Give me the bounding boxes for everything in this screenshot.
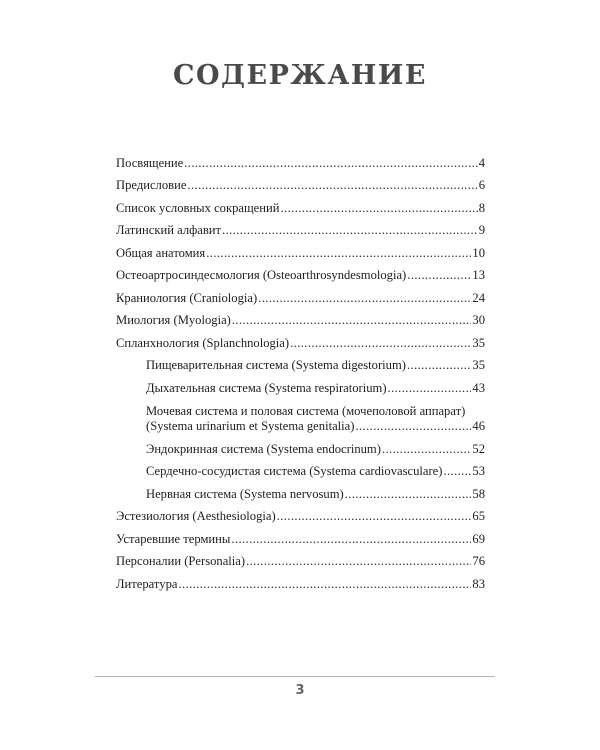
dot-leader [232, 313, 472, 328]
toc-entry-page: 43 [472, 381, 485, 395]
dot-leader [290, 336, 471, 351]
dot-leader [246, 554, 471, 569]
toc-entry-label: Сердечно-сосудистая система (Systema cardiovasculare) [146, 464, 443, 478]
toc-entry-latin-alphabet[interactable] [116, 223, 485, 238]
toc-entry-splanchnology[interactable] [116, 336, 485, 351]
dot-leader [281, 201, 478, 216]
toc-entry-myology[interactable] [116, 313, 485, 328]
dot-leader [206, 246, 471, 261]
toc-entry-page: 46 [472, 419, 485, 433]
toc-entry-label: Устаревшие термины [116, 532, 231, 546]
toc-entry-label-line2: (Systema urinarium et Systema genitalia) [146, 419, 355, 433]
toc-entry-label: Латинский алфавит [116, 223, 222, 237]
toc-entry-page: 13 [472, 268, 485, 282]
toc-entry-label: Остеоартросиндесмология (Osteoarthrosyndesmologia) [116, 268, 407, 282]
toc-entry-digestive-system[interactable] [146, 358, 485, 373]
toc-entry-label: Спланхнология (Splanchnologia) [116, 336, 290, 350]
toc-entry-nervous-system[interactable] [146, 487, 485, 502]
toc-entry-literature[interactable] [116, 577, 485, 592]
dot-leader [178, 577, 471, 592]
toc-entry-label: Эстезиология (Aesthesiologia) [116, 509, 276, 523]
toc-entry-page: 10 [472, 246, 485, 260]
toc-entry-page: 8 [478, 201, 485, 215]
toc-entry-page: 4 [478, 156, 485, 170]
dot-leader [184, 156, 477, 171]
dot-leader [443, 464, 471, 479]
toc-entry-page: 58 [472, 487, 485, 501]
dot-leader [355, 419, 471, 434]
toc-entry-label: Пищеварительная система (Systema digestorium) [146, 358, 406, 372]
toc-entry-label: Список условных сокращений [116, 201, 280, 215]
toc-entry-obsolete-terms[interactable] [116, 532, 485, 547]
toc-entry-abbreviations[interactable] [116, 201, 485, 216]
toc-entry-page: 53 [472, 464, 485, 478]
toc-entry-personalia[interactable] [116, 554, 485, 569]
toc-entry-page: 52 [472, 442, 485, 456]
toc-entry-label: Краниология (Craniologia) [116, 291, 258, 305]
toc-entry-page: 24 [472, 291, 485, 305]
toc-entry-label: Посвящение [116, 156, 184, 170]
toc-entry-craniology[interactable] [116, 291, 485, 306]
toc-entry-general-anatomy[interactable] [116, 246, 485, 261]
footer-divider [95, 676, 495, 677]
dot-leader [258, 291, 471, 306]
toc-entry-page: 6 [478, 178, 485, 192]
toc-entry-urogenital-system[interactable] [146, 404, 485, 434]
toc-entry-label: Литература [116, 577, 178, 591]
toc-entry-page: 9 [478, 223, 485, 237]
toc-entry-label: Предисловие [116, 178, 187, 192]
toc-entry-preface[interactable] [116, 178, 485, 193]
toc-entry-cardiovascular-system[interactable] [146, 464, 485, 479]
toc-entry-page: 35 [472, 336, 485, 350]
dot-leader [277, 509, 472, 524]
dot-leader [407, 358, 471, 373]
page-title: СОДЕРЖАНИЕ [173, 60, 427, 91]
toc-entry-label: Общая анатомия [116, 246, 206, 260]
dot-leader [187, 178, 477, 193]
toc-entry-page: 76 [472, 554, 485, 568]
toc-entry-dedication[interactable] [116, 156, 485, 171]
dot-leader [222, 223, 478, 238]
toc-entry-label: Персоналии (Personalia) [116, 554, 246, 568]
toc-entry-page: 69 [472, 532, 485, 546]
toc-entry-label: Дыхательная система (Systema respiratorium) [146, 381, 387, 395]
toc-entry-label: Эндокринная система (Systema endocrinum) [146, 442, 381, 456]
toc-entry-page: 83 [472, 577, 485, 591]
dot-leader [388, 381, 472, 396]
toc-entry-label: Миология (Myologia) [116, 313, 231, 327]
dot-leader [231, 532, 471, 547]
page-number: 3 [295, 683, 305, 698]
toc-entry-page: 35 [472, 358, 485, 372]
toc-entry-osteoarthrosyndesmology[interactable] [116, 268, 485, 283]
dot-leader [407, 268, 471, 283]
toc-entry-page: 65 [472, 509, 485, 523]
toc-entry-label: Нервная система (Systema nervosum) [146, 487, 344, 501]
toc-entry-aesthesiology[interactable] [116, 509, 485, 524]
toc-entry-respiratory-system[interactable] [146, 381, 485, 396]
toc-entry-endocrine-system[interactable] [146, 442, 485, 457]
toc-entry-label-line1: Мочевая система и половая система (мочеполовой аппарат) [146, 404, 466, 418]
dot-leader [345, 487, 472, 502]
dot-leader [382, 442, 471, 457]
toc-entry-page: 30 [472, 313, 485, 327]
